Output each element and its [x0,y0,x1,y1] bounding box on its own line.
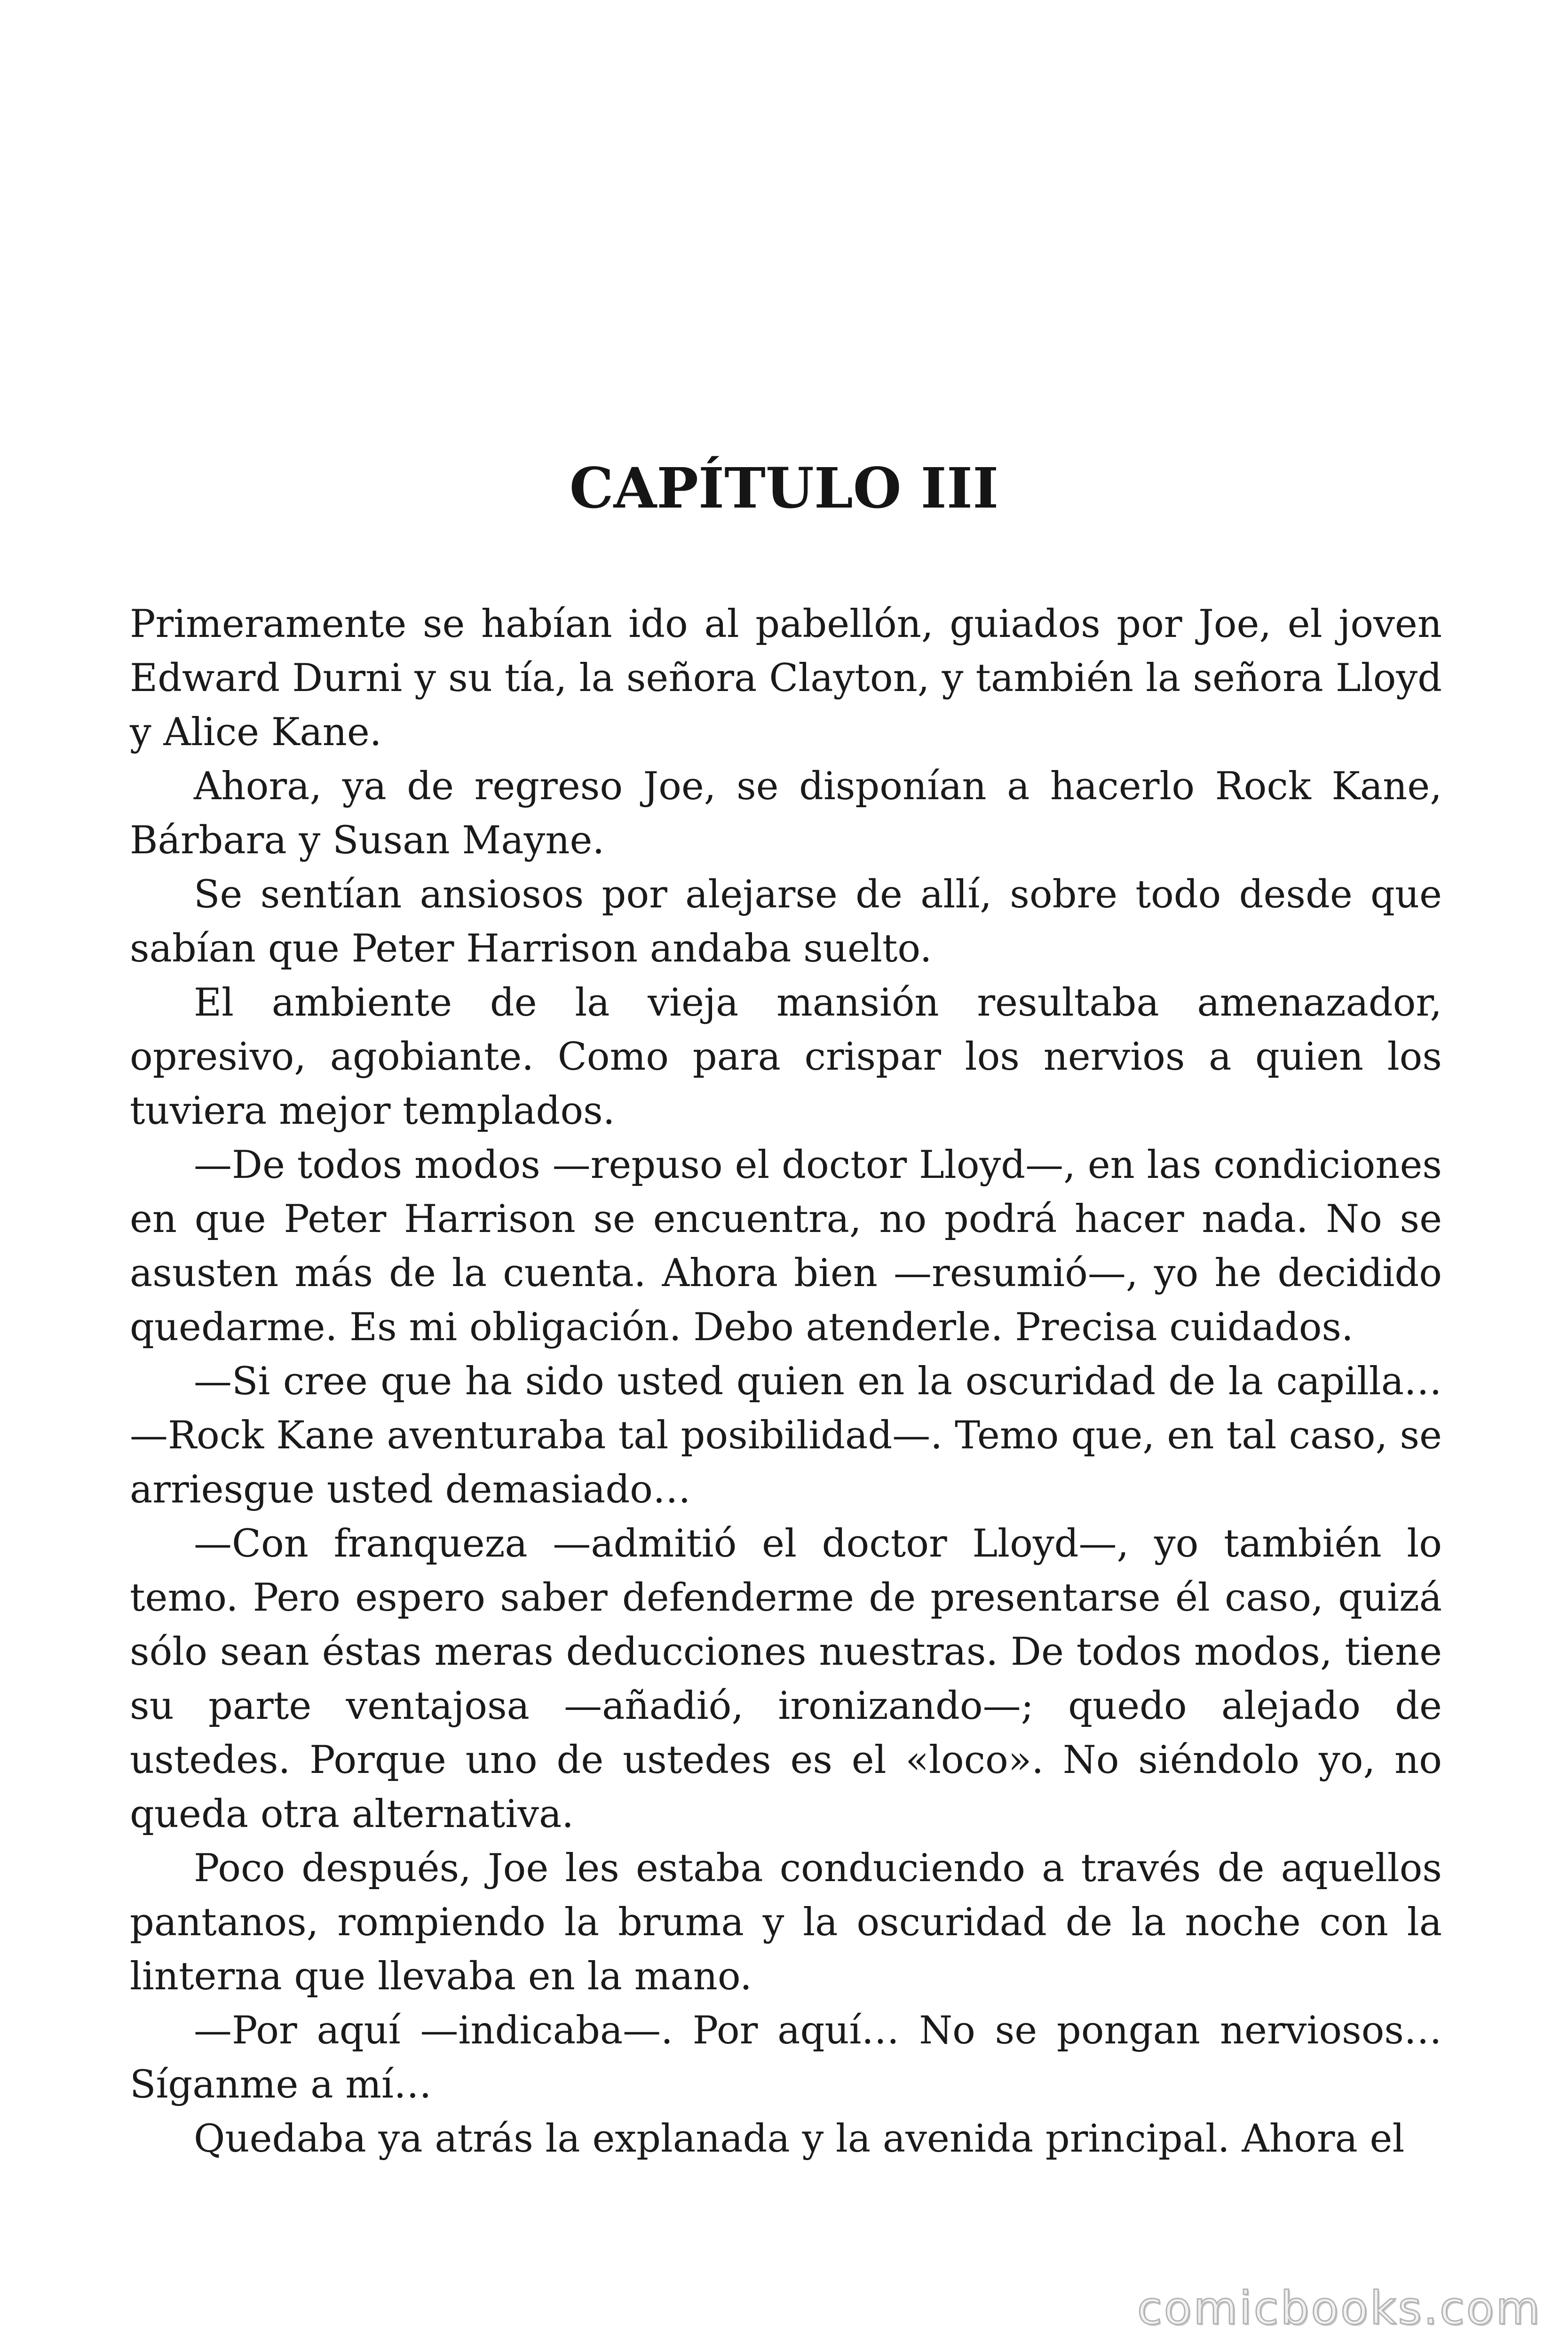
paragraph-1: Primeramente se habían ido al pabellón, guiados por Joe, el joven Edward Durni y su tía, la señora Clayton, y también la señora Lloyd y Alice Kane. [130,602,1442,755]
paragraph-6: —Si cree que ha sido usted quien en la oscuridad de la capilla… —Rock Kane aventuraba tal posibilidad—. Temo que, en tal caso, se arriesgue usted demasiado… [130,1359,1442,1512]
paragraph-3: Se sentían ansiosos por alejarse de allí, sobre todo desde que sabían que Peter Harrison andaba suelto. [130,873,1442,971]
paragraph-9: —Por aquí —indicaba—. Por aquí… No se pongan nerviosos… Síganme a mí… [130,2009,1442,2107]
paragraph-7: —Con franqueza —admitió el doctor Lloyd—, yo también lo temo. Pero espero saber defenderme de presentarse él caso, quizá sólo sean éstas meras deducciones nuestras. De todos modos, tiene su parte ventajosa —añadió, ironizando—; quedo alejado de ustedes. Porque uno de ustedes es el «loco». No siéndolo yo, no queda otra alternativa. [130,1522,1442,1836]
paragraph-8: Poco después, Joe les estaba conduciendo a través de aquellos pantanos, rompiendo la bruma y la oscuridad de la noche con la linterna que llevaba en la mano. [130,1846,1442,1999]
paragraph-2: Ahora, ya de regreso Joe, se disponían a hacerlo Rock Kane, Bárbara y Susan Mayne. [130,764,1442,863]
paragraph-5: —De todos modos —repuso el doctor Lloyd—, en las condiciones en que Peter Harrison se encuentra, no podrá hacer nada. No se asusten más de la cuenta. Ahora bien —resumió—, yo he decidido quedarme. Es mi obligación. Debo atenderle. Precisa cuidados. [130,1143,1442,1350]
chapter-body [130,597,1442,2166]
chapter-title: CAPÍTULO III [569,455,999,521]
paragraph-10: Quedaba ya atrás la explanada y la avenida principal. Ahora el [194,2117,1405,2161]
paragraph-4: El ambiente de la vieja mansión resultaba amenazador, opresivo, agobiante. Como para crispar los nervios a quien los tuviera mejor templados. [130,981,1442,1133]
watermark: comicbooks.com [1137,2282,1542,2335]
